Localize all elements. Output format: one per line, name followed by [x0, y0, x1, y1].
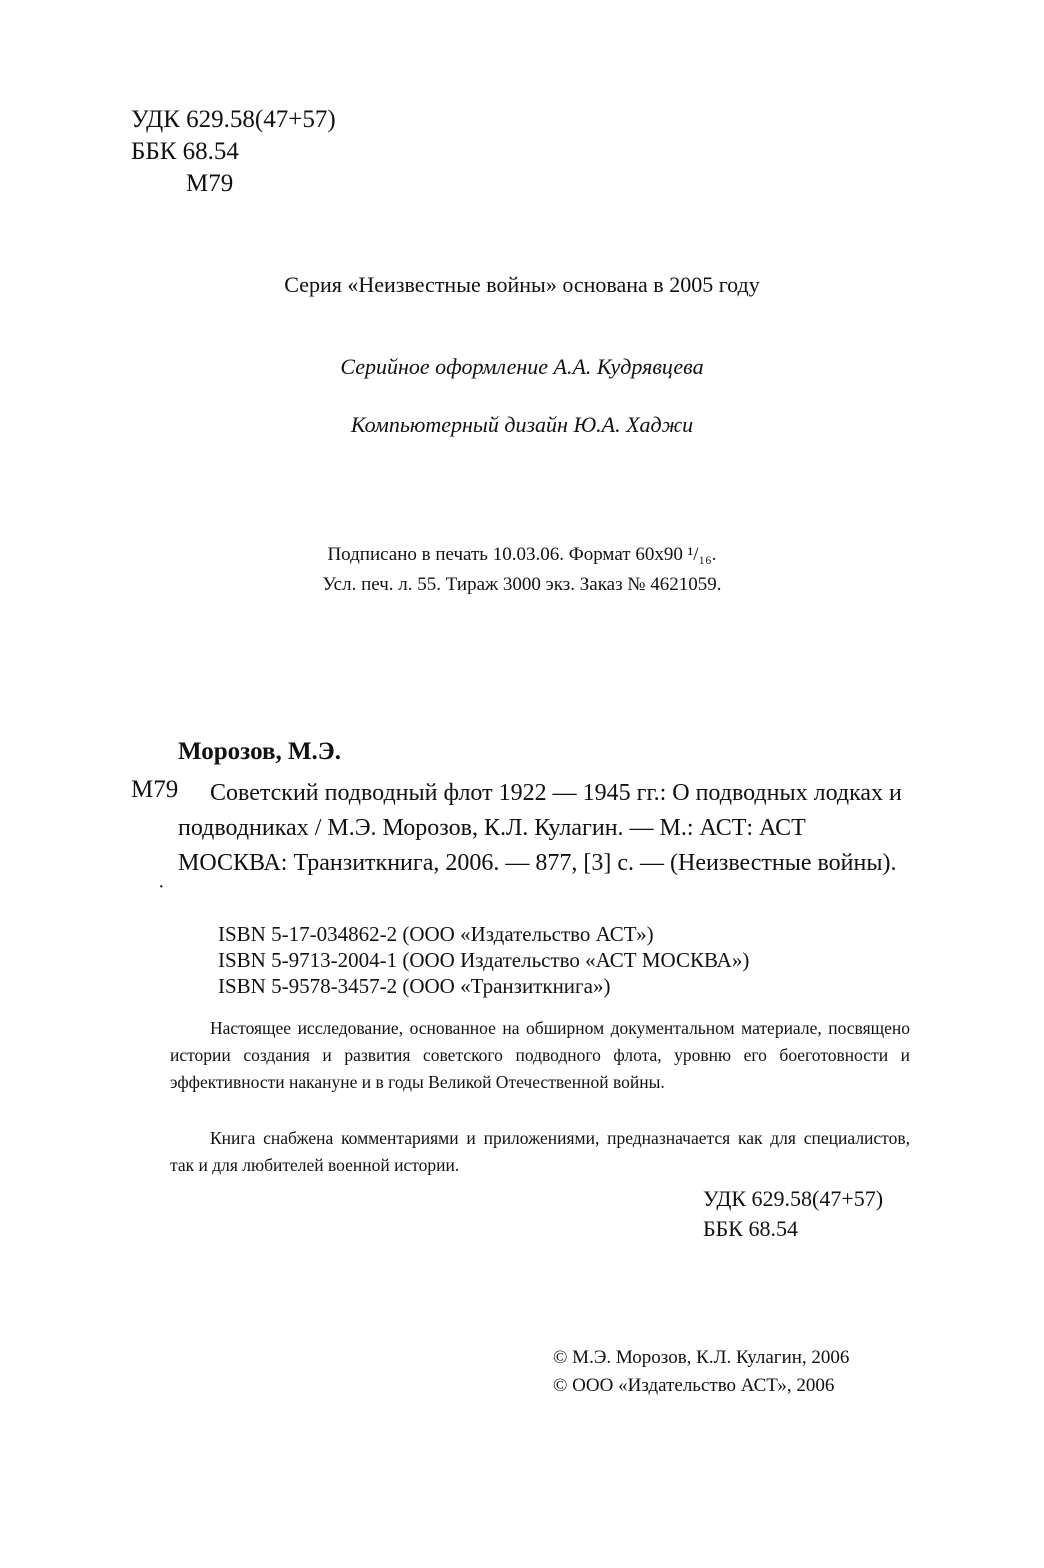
print-info-line: Усл. печ. л. 55. Тираж 3000 экз. Заказ № 4621059. [322, 574, 722, 595]
series-design-credit: Серийное оформление А.А. Кудрявцева [340, 354, 704, 379]
abstract-paragraph: Настоящее исследование, основанное на обширном документальном материале, посвящено истории создания и развития советского подводного флота, уровню его боеготовности и эффективности накануне и в годы Великой Отечественной войны. [170, 1018, 910, 1092]
catalog-udk: УДК 629.58(47+57) [703, 1186, 884, 1211]
bbk-code: ББК 68.54 [131, 138, 239, 165]
author-mark: М79 [186, 170, 234, 197]
catalog-description-text: Советский подводный флот 1922 — 1945 гг.: О подводных лодках и подводниках / М.Э. Морозов, К.Л. Кулагин. — М.: АСТ: АСТ МОСКВА: Транзиткнига, 2006. — 877, [3] с. — (Неизвестные войны). [178, 780, 902, 876]
isbn-line: ISBN 5-9713-2004-1 (ООО Издательство «АСТ МОСКВА») [218, 948, 750, 972]
isbn-line: ISBN 5-17-034862-2 (ООО «Издательство АСТ») [218, 922, 654, 946]
catalog-bbk: ББК 68.54 [703, 1216, 798, 1241]
catalog-code: М79 [131, 776, 179, 803]
abstract-paragraph: Книга снабжена комментариями и приложениями, предназначается как для специалистов, так и для любителей военной истории. [170, 1128, 910, 1175]
copyright-line: © М.Э. Морозов, К.Л. Кулагин, 2006 [553, 1347, 850, 1368]
print-info-line: Подписано в печать 10.03.06. Формат 60х90 ¹/₁₆. [327, 544, 717, 565]
stray-mark: · [158, 876, 165, 898]
series-note: Серия «Неизвестные войны» основана в 2005 году [284, 272, 760, 297]
catalog-description [178, 776, 913, 881]
copyright-line: © ООО «Издательство АСТ», 2006 [553, 1375, 835, 1396]
computer-design-credit: Компьютерный дизайн Ю.А. Хаджи [350, 412, 694, 437]
udk-code: УДК 629.58(47+57) [131, 106, 336, 133]
isbn-line: ISBN 5-9578-3457-2 (ООО «Транзиткнига») [218, 974, 611, 998]
catalog-author: Морозов, М.Э. [178, 738, 342, 765]
